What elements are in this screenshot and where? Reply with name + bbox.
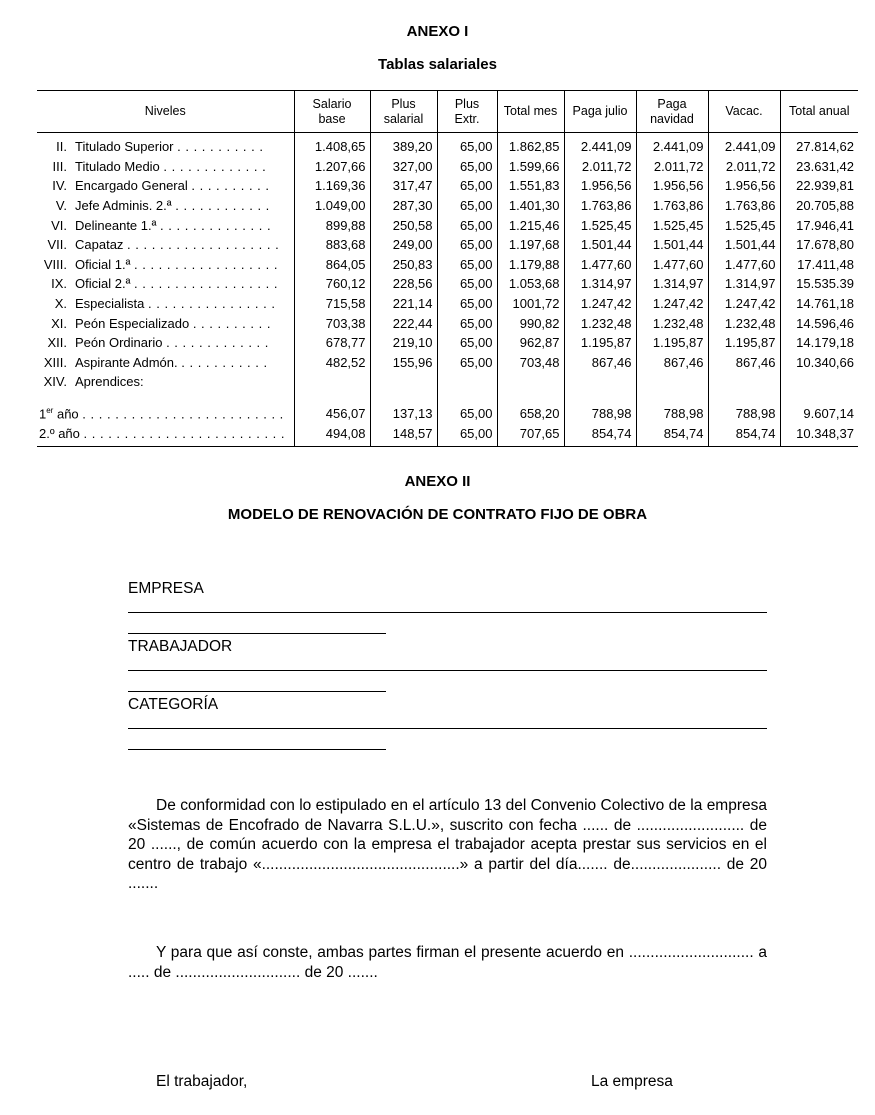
value-cell: 1.525,45	[636, 215, 708, 235]
level-number: X.	[54, 296, 67, 312]
annex-2-subtitle: MODELO DE RENOVACIÓN DE CONTRATO FIJO DE OBRA	[227, 506, 648, 523]
value-cell: 1.314,97	[564, 274, 636, 294]
category-field-line	[128, 728, 767, 729]
level-number: XIV.	[43, 374, 67, 390]
value-cell: 1.247,42	[708, 294, 780, 314]
table-row	[37, 392, 858, 424]
value-cell: 20.705,88	[780, 196, 858, 216]
value-cell	[708, 372, 780, 392]
apprentice-year-cell	[37, 392, 294, 424]
value-cell: 715,58	[294, 294, 370, 314]
level-number: II.	[56, 139, 67, 155]
year-suffix: año	[53, 406, 79, 422]
value-cell: 1.501,44	[636, 235, 708, 255]
leader-dots: . . . . . . . . . . . . .	[166, 335, 269, 351]
leader-dots: . . . . . . . . . . . . . . . . . .	[134, 256, 278, 272]
table-row	[37, 313, 858, 333]
level-cell	[37, 235, 294, 255]
level-name: Peón Especializado	[75, 315, 190, 331]
value-cell: 1.215,46	[497, 215, 564, 235]
value-cell: 17.678,80	[780, 235, 858, 255]
year-number: 1	[39, 406, 47, 422]
level-cell	[37, 196, 294, 216]
value-cell: 1.501,44	[564, 235, 636, 255]
leader-dots: . . . . . . . . . . . . . .	[160, 217, 272, 233]
worker-field-line-short	[128, 691, 386, 692]
column-header: Plus salarial	[370, 91, 437, 133]
value-cell: 2.011,72	[636, 157, 708, 177]
level-number: IV.	[52, 178, 67, 194]
value-cell: 1.247,42	[636, 294, 708, 314]
value-cell: 867,46	[636, 353, 708, 373]
value-cell: 1.551,83	[497, 176, 564, 196]
value-cell: 250,83	[370, 255, 437, 275]
value-cell: 1.956,56	[636, 176, 708, 196]
value-cell: 1.501,44	[708, 235, 780, 255]
company-field-line	[128, 612, 767, 613]
level-number: IX.	[51, 276, 67, 292]
value-cell: 1.207,66	[294, 157, 370, 177]
column-header: Niveles	[37, 91, 294, 133]
value-cell	[437, 372, 497, 392]
value-cell: 2.011,72	[564, 157, 636, 177]
value-cell: 65,00	[437, 255, 497, 275]
value-cell: 65,00	[437, 423, 497, 446]
value-cell: 1.049,00	[294, 196, 370, 216]
table-row	[37, 235, 858, 255]
level-name: Oficial 1.ª	[75, 256, 131, 272]
column-header: Plus Extr.	[437, 91, 497, 133]
category-field-line-short	[128, 749, 386, 750]
value-cell: 1.247,42	[564, 294, 636, 314]
value-cell: 137,13	[370, 392, 437, 424]
value-cell: 760,12	[294, 274, 370, 294]
value-cell: 1.232,48	[636, 313, 708, 333]
level-name: Aspirante Admón.	[75, 354, 178, 370]
leader-dots: . . . . . . . . . . . . .	[163, 158, 267, 174]
value-cell: 65,00	[437, 274, 497, 294]
level-number: XI.	[51, 315, 67, 331]
value-cell: 65,00	[437, 294, 497, 314]
value-cell: 287,30	[370, 196, 437, 216]
level-name: Peón Ordinario	[75, 335, 163, 351]
value-cell: 456,07	[294, 392, 370, 424]
value-cell: 658,20	[497, 392, 564, 424]
value-cell: 15.535.39	[780, 274, 858, 294]
level-cell	[37, 157, 294, 177]
value-cell: 1.195,87	[564, 333, 636, 353]
leader-dots: . . . . . . . . . . . .	[175, 198, 270, 214]
value-cell: 14.179,18	[780, 333, 858, 353]
level-number: VIII.	[43, 256, 67, 272]
value-cell: 10.340,66	[780, 353, 858, 373]
salary-table	[37, 90, 858, 447]
table-row	[37, 255, 858, 275]
value-cell: 962,87	[497, 333, 564, 353]
value-cell: 703,48	[497, 353, 564, 373]
value-cell: 22.939,81	[780, 176, 858, 196]
level-cell	[37, 133, 294, 157]
value-cell: 23.631,42	[780, 157, 858, 177]
table-row	[37, 133, 858, 157]
value-cell: 65,00	[437, 392, 497, 424]
table-row	[37, 423, 858, 446]
table-row	[37, 196, 858, 216]
value-cell: 2.441,09	[708, 133, 780, 157]
value-cell: 1.314,97	[636, 274, 708, 294]
value-cell: 788,98	[636, 392, 708, 424]
value-cell: 788,98	[564, 392, 636, 424]
level-name: Delineante 1.ª	[75, 217, 157, 233]
worker-field-line	[128, 670, 767, 671]
category-field-label: CATEGORÍA	[128, 696, 219, 713]
column-header: Paga navidad	[636, 91, 708, 133]
value-cell: 1.232,48	[708, 313, 780, 333]
value-cell: 703,38	[294, 313, 370, 333]
level-name: Especialista	[75, 296, 145, 312]
value-cell: 65,00	[437, 215, 497, 235]
level-number: III.	[52, 158, 67, 174]
value-cell: 17.946,41	[780, 215, 858, 235]
value-cell: 65,00	[437, 235, 497, 255]
value-cell: 2.441,09	[564, 133, 636, 157]
company-field-line-short	[128, 633, 386, 634]
level-cell	[37, 255, 294, 275]
value-cell: 1.862,85	[497, 133, 564, 157]
value-cell: 1.763,86	[564, 196, 636, 216]
table-row	[37, 274, 858, 294]
value-cell: 389,20	[370, 133, 437, 157]
level-cell	[37, 176, 294, 196]
value-cell	[564, 372, 636, 392]
value-cell: 883,68	[294, 235, 370, 255]
value-cell: 867,46	[564, 353, 636, 373]
value-cell: 2.011,72	[708, 157, 780, 177]
table-header-row	[37, 91, 858, 133]
value-cell: 65,00	[437, 333, 497, 353]
salary-table-body	[37, 133, 858, 447]
leader-dots: . . . . . . . . . .	[191, 178, 270, 194]
table-row	[37, 353, 858, 373]
worker-signature-label: El trabajador,	[156, 1073, 248, 1090]
value-cell: 148,57	[370, 423, 437, 446]
value-cell: 17.411,48	[780, 255, 858, 275]
value-cell: 221,14	[370, 294, 437, 314]
value-cell: 65,00	[437, 196, 497, 216]
level-name: Oficial 2.ª	[75, 276, 131, 292]
value-cell: 678,77	[294, 333, 370, 353]
agreement-paragraph: De conformidad con lo estipulado en el artículo 13 del Convenio Colectivo de la empresa «Sistemas de Encofrado de Navarra S.L.U.», suscrito con fecha ...... de ......................... de 20 ......, de común acuerdo con la empresa el trabajador acepta prestar sus servicios en el centro de trabajo «..............................................» a partir del día....... de..................... de 20 .......	[128, 797, 767, 892]
level-cell	[37, 215, 294, 235]
signature-paragraph: Y para que así conste, ambas partes firman el presente acuerdo en ............................. a ..... de ............................. de 20 .......	[128, 944, 767, 981]
value-cell: 788,98	[708, 392, 780, 424]
leader-dots: . . . . . . . . . . . . . . . .	[148, 296, 276, 312]
level-cell	[37, 333, 294, 353]
column-header: Salario base	[294, 91, 370, 133]
value-cell: 65,00	[437, 353, 497, 373]
table-row	[37, 157, 858, 177]
value-cell: 1.763,86	[708, 196, 780, 216]
annex-2-title: ANEXO II	[404, 473, 471, 490]
value-cell	[370, 372, 437, 392]
value-cell: 494,08	[294, 423, 370, 446]
value-cell: 9.607,14	[780, 392, 858, 424]
apprentice-year-label	[39, 406, 79, 421]
leader-dots: . . . . . . . . . . .	[181, 354, 268, 370]
value-cell: 219,10	[370, 333, 437, 353]
leader-dots: . . . . . . . . . . . . . . . . . . . . . . . . .	[83, 425, 286, 441]
value-cell: 228,56	[370, 274, 437, 294]
table-row	[37, 176, 858, 196]
value-cell: 854,74	[564, 423, 636, 446]
value-cell	[294, 372, 370, 392]
column-header: Total anual	[780, 91, 858, 133]
value-cell: 155,96	[370, 353, 437, 373]
year-number: 2.º año	[39, 425, 80, 441]
value-cell: 1001,72	[497, 294, 564, 314]
level-name: Titulado Superior	[75, 139, 174, 155]
value-cell: 327,00	[370, 157, 437, 177]
leader-dots: . . . . . . . . . . . . . . . . . . .	[127, 237, 280, 253]
value-cell: 1.314,97	[708, 274, 780, 294]
leader-dots: . . . . . . . . . . .	[177, 139, 264, 155]
value-cell: 867,46	[708, 353, 780, 373]
value-cell: 1.599,66	[497, 157, 564, 177]
value-cell: 854,74	[636, 423, 708, 446]
table-row	[37, 215, 858, 235]
value-cell: 1.477,60	[708, 255, 780, 275]
value-cell: 65,00	[437, 133, 497, 157]
value-cell: 1.956,56	[708, 176, 780, 196]
level-number: XIII.	[43, 354, 67, 370]
value-cell: 317,47	[370, 176, 437, 196]
value-cell: 1.195,87	[636, 333, 708, 353]
worker-field-label: TRABAJADOR	[128, 638, 233, 655]
value-cell: 14.761,18	[780, 294, 858, 314]
value-cell: 1.477,60	[564, 255, 636, 275]
value-cell: 1.179,88	[497, 255, 564, 275]
table-row	[37, 294, 858, 314]
column-header: Total mes	[497, 91, 564, 133]
value-cell: 2.441,09	[636, 133, 708, 157]
value-cell: 899,88	[294, 215, 370, 235]
level-name: Jefe Adminis. 2.ª	[75, 198, 172, 214]
year-ordinal: er	[46, 405, 54, 415]
value-cell: 250,58	[370, 215, 437, 235]
value-cell: 1.408,65	[294, 133, 370, 157]
level-number: VII.	[47, 237, 67, 253]
level-cell	[37, 294, 294, 314]
value-cell	[497, 372, 564, 392]
value-cell: 1.169,36	[294, 176, 370, 196]
value-cell: 65,00	[437, 157, 497, 177]
value-cell: 14.596,46	[780, 313, 858, 333]
value-cell: 1.401,30	[497, 196, 564, 216]
level-number: V.	[55, 198, 67, 214]
apprentice-year-label	[39, 426, 80, 441]
value-cell: 222,44	[370, 313, 437, 333]
column-header: Paga julio	[564, 91, 636, 133]
value-cell: 1.477,60	[636, 255, 708, 275]
value-cell: 707,65	[497, 423, 564, 446]
level-name: Capataz	[75, 237, 124, 253]
level-cell	[37, 313, 294, 333]
value-cell: 65,00	[437, 313, 497, 333]
annex-1-title: ANEXO I	[406, 23, 469, 40]
leader-dots: . . . . . . . . . . . . . . . . . .	[134, 276, 278, 292]
company-signature-label: La empresa	[591, 1073, 673, 1090]
value-cell: 1.197,68	[497, 235, 564, 255]
leader-dots: . . . . . . . . . .	[192, 315, 271, 331]
level-cell	[37, 274, 294, 294]
level-cell	[37, 353, 294, 373]
annex-1-subtitle: Tablas salariales	[378, 56, 497, 73]
value-cell: 1.053,68	[497, 274, 564, 294]
value-cell: 990,82	[497, 313, 564, 333]
level-number: XII.	[47, 335, 67, 351]
value-cell: 10.348,37	[780, 423, 858, 446]
value-cell: 65,00	[437, 176, 497, 196]
value-cell: 1.525,45	[564, 215, 636, 235]
value-cell: 1.956,56	[564, 176, 636, 196]
level-number: VI.	[51, 217, 67, 233]
value-cell: 864,05	[294, 255, 370, 275]
table-row	[37, 372, 858, 392]
value-cell: 854,74	[708, 423, 780, 446]
value-cell: 1.525,45	[708, 215, 780, 235]
value-cell: 1.195,87	[708, 333, 780, 353]
column-header: Vacac.	[708, 91, 780, 133]
value-cell	[636, 372, 708, 392]
apprentice-year-cell	[37, 423, 294, 446]
value-cell: 482,52	[294, 353, 370, 373]
value-cell: 1.763,86	[636, 196, 708, 216]
value-cell: 27.814,62	[780, 133, 858, 157]
value-cell: 249,00	[370, 235, 437, 255]
level-name: Titulado Medio	[75, 158, 160, 174]
level-name: Encargado General	[75, 178, 188, 194]
level-name: Aprendices:	[75, 374, 144, 390]
value-cell: 1.232,48	[564, 313, 636, 333]
level-cell	[37, 372, 294, 392]
table-row	[37, 333, 858, 353]
leader-dots: . . . . . . . . . . . . . . . . . . . . . . . . .	[82, 406, 284, 422]
company-field-label: EMPRESA	[128, 580, 204, 597]
value-cell	[780, 372, 858, 392]
